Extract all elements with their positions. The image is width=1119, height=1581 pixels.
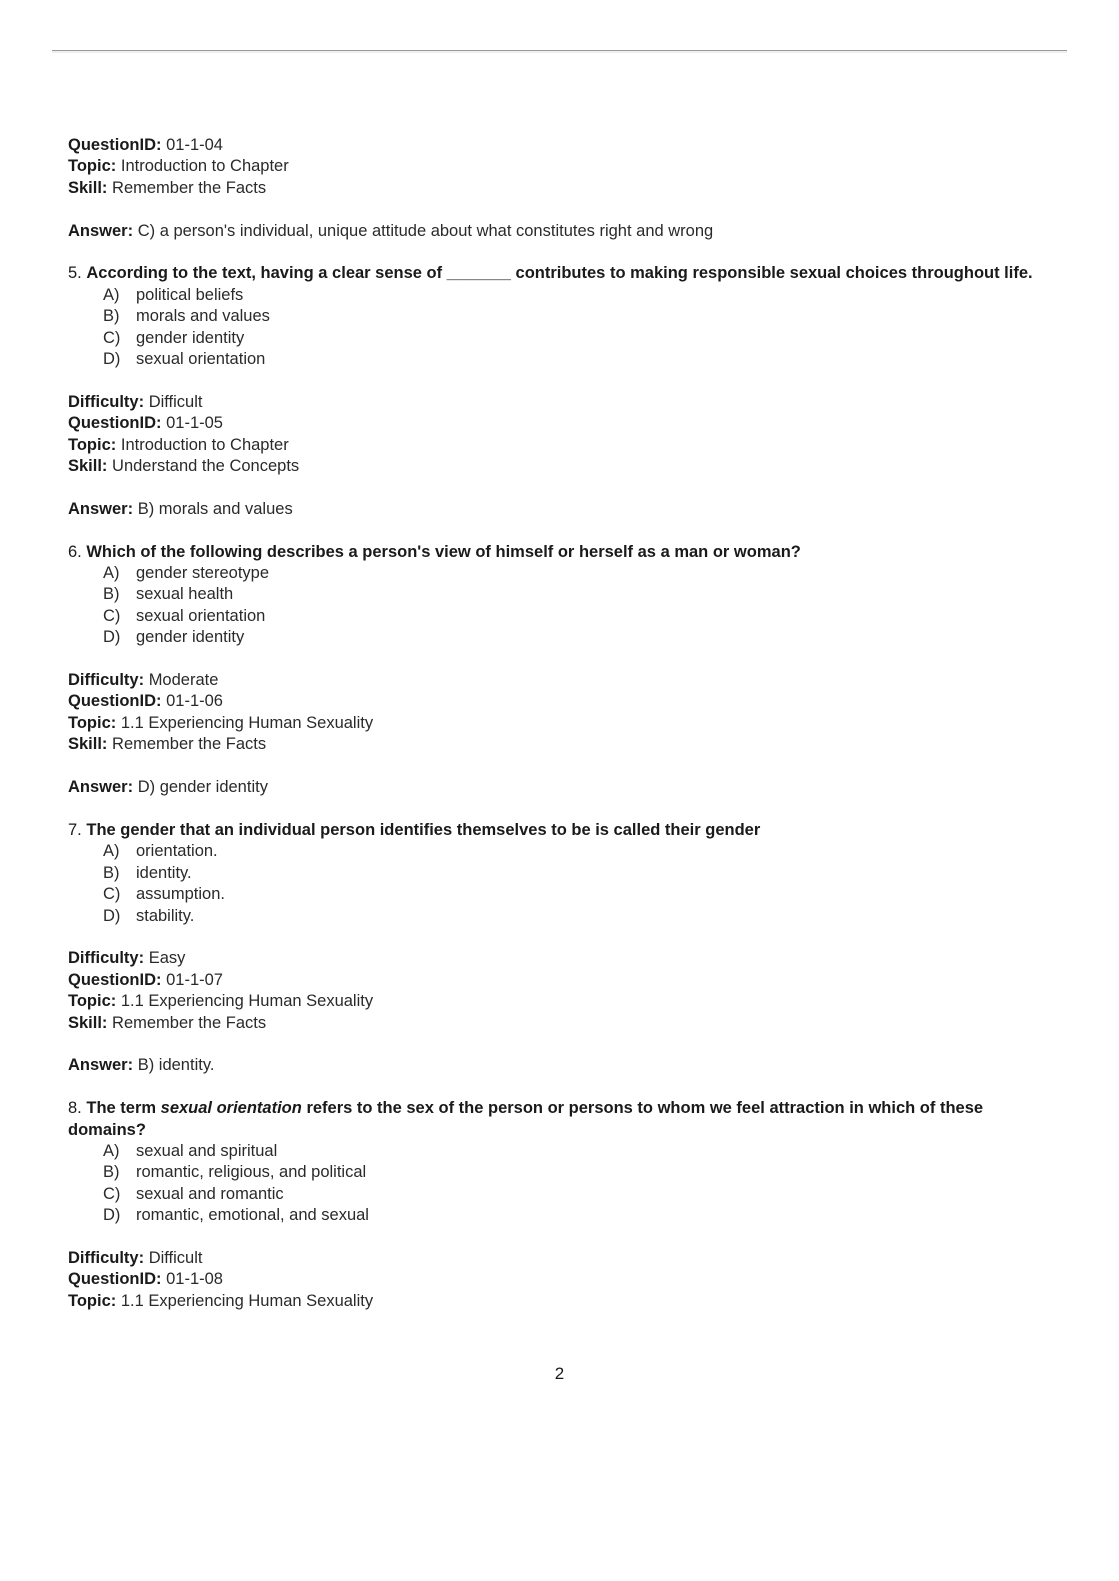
difficulty-value: Easy (148, 949, 186, 968)
option-b (68, 584, 1058, 605)
option-text: stability. (136, 906, 195, 925)
answer-label: Answer: (68, 778, 134, 797)
question-id-value: 01-1-07 (166, 970, 223, 989)
topic-label: Topic: (68, 992, 117, 1011)
difficulty-value: Moderate (148, 671, 219, 690)
option-text: romantic, emotional, and sexual (136, 1206, 369, 1225)
question-id-value: 01-1-06 (166, 692, 223, 711)
option-text: political beliefs (136, 285, 244, 304)
question-number: 5. (68, 264, 82, 283)
option-letter: A) (103, 285, 120, 304)
question-id-line (68, 413, 1058, 434)
answer-options (68, 1141, 1058, 1227)
question-number: 6. (68, 542, 82, 561)
question-text: According to the text, having a clear sense of _______ contributes to making responsible sexual choices throughout life. (86, 264, 1033, 283)
page-number: 2 (554, 1364, 565, 1383)
header-divider (52, 50, 1067, 53)
difficulty-label: Difficulty: (68, 671, 145, 690)
option-text: gender identity (136, 628, 245, 647)
option-text: romantic, religious, and political (136, 1163, 367, 1182)
option-text: gender identity (136, 328, 245, 347)
option-letter: B) (103, 1163, 120, 1182)
question-id-line (68, 970, 1058, 991)
option-b (68, 1162, 1058, 1183)
difficulty-label: Difficulty: (68, 1248, 145, 1267)
skill-label: Skill: (68, 1013, 108, 1032)
option-text: gender stereotype (136, 564, 270, 583)
difficulty-value: Difficult (148, 1248, 203, 1267)
skill-line (68, 178, 1058, 199)
option-b (68, 306, 1058, 327)
option-d (68, 1205, 1058, 1226)
option-letter: D) (103, 906, 121, 925)
skill-value: Understand the Concepts (112, 457, 300, 476)
question-text-start: The term (86, 1099, 157, 1118)
option-letter: B) (103, 307, 120, 326)
option-a (68, 563, 1058, 584)
option-text: assumption. (136, 885, 225, 904)
skill-label: Skill: (68, 457, 108, 476)
topic-line (68, 1291, 1058, 1312)
option-letter: C) (103, 1184, 121, 1203)
topic-line (68, 991, 1058, 1012)
topic-value: Introduction to Chapter (120, 157, 289, 176)
skill-value: Remember the Facts (112, 178, 267, 197)
difficulty-line (68, 392, 1058, 413)
question-id-label: QuestionID: (68, 136, 162, 154)
option-d (68, 627, 1058, 648)
topic-label: Topic: (68, 435, 117, 454)
emphasized-term: sexual orientation (160, 1099, 302, 1118)
option-letter: D) (103, 1206, 121, 1225)
option-text: orientation. (136, 842, 218, 861)
question-id-value: 01-1-05 (166, 414, 223, 433)
answer-value: D) gender identity (137, 778, 268, 797)
topic-line (68, 156, 1058, 177)
topic-value: 1.1 Experiencing Human Sexuality (120, 992, 374, 1011)
option-letter: A) (103, 564, 120, 583)
question-8 (68, 1098, 1058, 1312)
option-text: sexual orientation (136, 606, 266, 625)
answer-line (68, 499, 1058, 520)
question-4-metadata (68, 135, 1058, 242)
answer-options (68, 285, 1058, 371)
question-text: The gender that an individual person identifies themselves to be is called their gender (86, 820, 761, 839)
option-text: sexual health (136, 585, 234, 604)
option-text: identity. (136, 863, 192, 882)
answer-value: B) morals and values (137, 499, 293, 518)
question-id-label: QuestionID: (68, 414, 162, 433)
answer-label: Answer: (68, 1056, 134, 1075)
skill-value: Remember the Facts (112, 735, 267, 754)
question-id-value: 01-1-08 (166, 1270, 223, 1289)
question-id-label: QuestionID: (68, 692, 162, 711)
option-text: sexual and spiritual (136, 1141, 278, 1160)
option-letter: C) (103, 328, 121, 347)
question-id-label: QuestionID: (68, 970, 162, 989)
question-id-line (68, 1269, 1058, 1290)
topic-value: 1.1 Experiencing Human Sexuality (120, 713, 374, 732)
skill-label: Skill: (68, 178, 108, 197)
question-text-end: refers to the sex of the person or persons to whom we feel attraction in which of these domains? (68, 1099, 984, 1139)
option-d (68, 906, 1058, 927)
difficulty-line (68, 1248, 1058, 1269)
skill-line (68, 456, 1058, 477)
option-letter: D) (103, 350, 121, 369)
topic-label: Topic: (68, 157, 117, 176)
option-letter: C) (103, 606, 121, 625)
question-number: 7. (68, 820, 82, 839)
difficulty-label: Difficulty: (68, 392, 145, 411)
topic-value: 1.1 Experiencing Human Sexuality (120, 1291, 374, 1310)
difficulty-label: Difficulty: (68, 949, 145, 968)
option-letter: A) (103, 1141, 120, 1160)
topic-line (68, 435, 1058, 456)
option-a (68, 1141, 1058, 1162)
skill-value: Remember the Facts (112, 1013, 267, 1032)
option-text: sexual and romantic (136, 1184, 284, 1203)
answer-value: C) a person's individual, unique attitude about what constitutes right and wrong (137, 221, 714, 240)
option-text: morals and values (136, 307, 270, 326)
option-c (68, 606, 1058, 627)
option-c (68, 1184, 1058, 1205)
topic-value: Introduction to Chapter (120, 435, 289, 454)
option-letter: A) (103, 842, 120, 861)
skill-line (68, 1013, 1058, 1034)
question-text (68, 1099, 983, 1138)
question-text: Which of the following describes a person's view of himself or herself as a man or woman? (86, 542, 801, 561)
question-7 (68, 820, 1058, 1077)
skill-label: Skill: (68, 735, 108, 754)
option-a (68, 841, 1058, 862)
answer-line (68, 221, 1058, 242)
option-letter: C) (103, 885, 121, 904)
option-d (68, 349, 1058, 370)
question-stem (68, 820, 1058, 841)
option-b (68, 863, 1058, 884)
question-stem (68, 263, 1058, 284)
question-stem (68, 1098, 1058, 1141)
question-id-line (68, 691, 1058, 712)
answer-value: B) identity. (137, 1056, 215, 1075)
option-c (68, 328, 1058, 349)
topic-label: Topic: (68, 713, 117, 732)
topic-label: Topic: (68, 1291, 117, 1310)
answer-options (68, 841, 1058, 927)
topic-line (68, 713, 1058, 734)
question-stem (68, 542, 1058, 563)
answer-line (68, 777, 1058, 798)
answer-options (68, 563, 1058, 649)
document-body (68, 135, 1058, 1312)
option-letter: D) (103, 628, 121, 647)
question-id-label: QuestionID: (68, 1270, 162, 1289)
option-text: sexual orientation (136, 350, 266, 369)
option-letter: B) (103, 585, 120, 604)
difficulty-line (68, 948, 1058, 969)
difficulty-value: Difficult (148, 392, 203, 411)
answer-line (68, 1055, 1058, 1076)
question-id-value: 01-1-04 (166, 136, 223, 154)
difficulty-line (68, 670, 1058, 691)
question-6 (68, 542, 1058, 799)
question-number: 8. (68, 1099, 82, 1118)
skill-line (68, 734, 1058, 755)
option-letter: B) (103, 863, 120, 882)
option-c (68, 884, 1058, 905)
question-5 (68, 263, 1058, 520)
answer-label: Answer: (68, 499, 134, 518)
option-a (68, 285, 1058, 306)
answer-label: Answer: (68, 221, 134, 240)
question-id-line (68, 135, 1058, 156)
